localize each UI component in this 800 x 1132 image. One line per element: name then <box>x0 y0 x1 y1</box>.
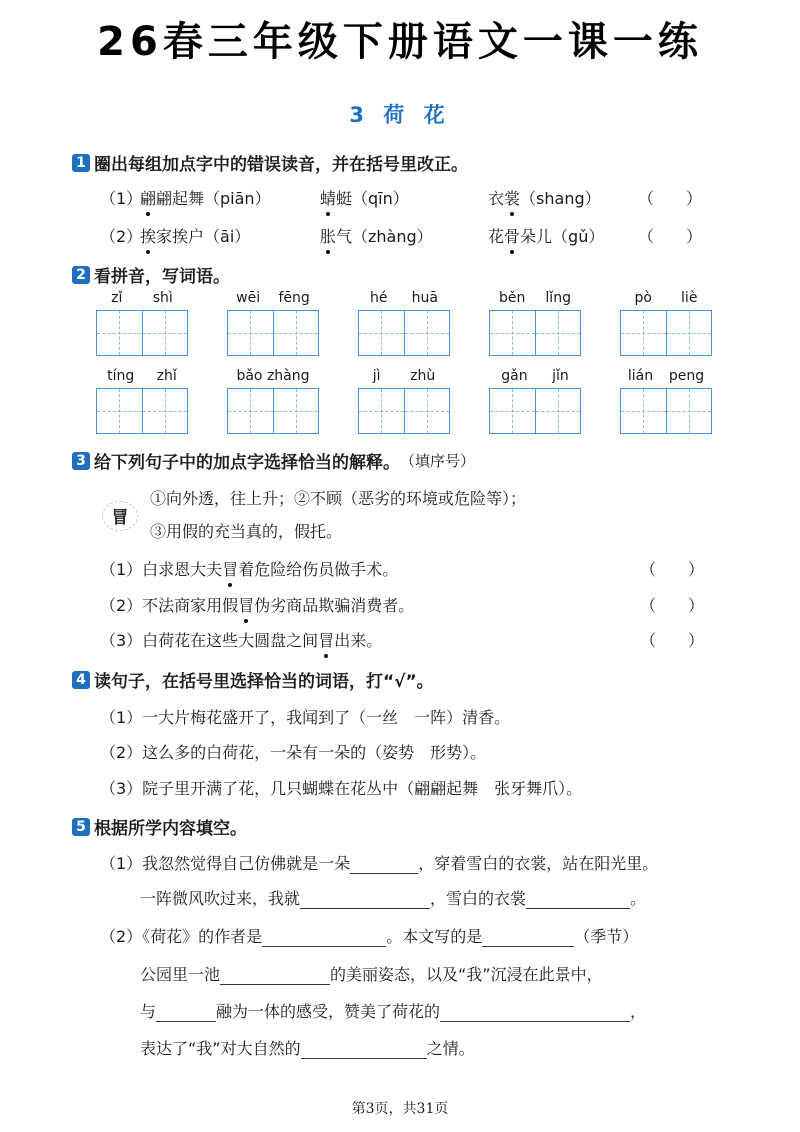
section-title: 根据所学内容填空。 <box>94 819 247 839</box>
pinyin-text: jǐn <box>552 368 569 384</box>
fill-blank[interactable] <box>350 856 418 874</box>
pinyin-text: tíng <box>107 368 135 384</box>
pinyin-group <box>489 288 581 356</box>
s5-line-5: 与 融为一体的感受，赞美了荷花的 ， <box>140 1002 647 1021</box>
definition-line: ①向外透，往上升；②不顾（恶劣的环境或危险等）； <box>150 489 527 508</box>
section-3-heading <box>72 448 475 473</box>
pinyin-group <box>96 288 188 356</box>
fill-blank[interactable] <box>300 891 430 909</box>
s1-row2-item-c: 花骨朵儿（gǔ） <box>488 224 604 247</box>
fill-blank[interactable] <box>440 1004 630 1022</box>
writing-boxes[interactable] <box>620 310 712 356</box>
s1-row2-item-b: 胀气（zhàng） <box>320 224 433 247</box>
pinyin-group <box>227 366 319 434</box>
s3-question-2: （2）不法商家用假冒伪劣商品欺骗消费者。 <box>100 593 414 616</box>
pinyin-text: fēng <box>278 290 310 306</box>
pinyin-group <box>96 366 188 434</box>
section-title: 圈出每组加点字中的错误读音，并在括号里改正。 <box>94 155 468 175</box>
fill-blank[interactable] <box>526 891 630 909</box>
section-title: 读句子，在括号里选择恰当的词语，打“√”。 <box>94 672 434 692</box>
section-number: 5 <box>72 818 90 836</box>
answer-paren[interactable]: （ ） <box>640 596 705 615</box>
pinyin-group <box>620 366 712 434</box>
section-title: 看拼音，写词语。 <box>94 267 230 287</box>
s1-row1-item-a: 翩翩起舞（piān） <box>140 186 271 209</box>
pinyin-group <box>358 366 450 434</box>
writing-boxes[interactable] <box>620 388 712 434</box>
fill-blank[interactable] <box>262 929 386 947</box>
fill-blank[interactable] <box>220 967 330 985</box>
s1-row2-item-a: 挨家挨户（āi） <box>140 224 250 247</box>
page-number: 第3页，共31页 <box>351 1101 449 1117</box>
pinyin-group <box>227 288 319 356</box>
s5-line-1: （1）我忽然觉得自己仿佛就是一朵 ，穿着雪白的衣裳，站在阳光里。 <box>100 854 659 873</box>
character-badge: 冒 <box>100 495 140 535</box>
pinyin-text: lǐng <box>545 290 571 306</box>
pinyin-text: peng <box>668 368 705 384</box>
pinyin-text: wēi <box>236 290 261 306</box>
s3-question-3: （3）白荷花在这些大圆盘之间冒出来。 <box>100 628 382 651</box>
writing-boxes[interactable] <box>489 388 581 434</box>
section-2-heading <box>72 262 230 287</box>
pinyin-text: běn <box>499 290 526 306</box>
pinyin-text: zhù <box>410 368 436 384</box>
answer-paren[interactable]: （ ） <box>640 631 705 650</box>
writing-boxes[interactable] <box>489 310 581 356</box>
pinyin-group <box>620 288 712 356</box>
pinyin-text: bǎo zhàng <box>236 368 310 384</box>
section-1-heading <box>72 150 468 175</box>
s5-line-3: （2）《荷花》的作者是 。本文写的是 （季节） <box>100 927 639 946</box>
writing-boxes[interactable] <box>358 310 450 356</box>
pinyin-text: liè <box>681 290 698 306</box>
section-5-heading <box>72 814 247 839</box>
writing-boxes[interactable] <box>227 310 319 356</box>
writing-boxes[interactable] <box>96 388 188 434</box>
s4-sentence-2: （2）这么多的白荷花，一朵有一朵的（姿势 形势）。 <box>100 743 487 762</box>
s1-row1-label: （1） <box>100 189 143 208</box>
s1-row1-item-b: 蜻蜓（qīn） <box>320 186 409 209</box>
writing-boxes[interactable] <box>227 388 319 434</box>
pinyin-group <box>358 288 450 356</box>
pinyin-text: gǎn <box>501 368 528 384</box>
s4-sentence-1: （1）一大片梅花盛开了，我闻到了（一丝 一阵）清香。 <box>100 708 511 727</box>
page-title: 26春三年级下册语文一课一练 <box>97 19 703 65</box>
pinyin-text: huā <box>411 290 438 306</box>
definition-line: ③用假的充当真的，假托。 <box>150 522 343 541</box>
s5-line-4: 公园里一池 的美丽姿态，以及“我”沉浸在此景中， <box>140 965 603 984</box>
pinyin-text: lián <box>627 368 654 384</box>
s3-question-1: （1）白求恩大夫冒着危险给伤员做手术。 <box>100 557 398 580</box>
section-note: （填序号） <box>400 452 476 470</box>
s5-line-2: 一阵微风吹过来，我就 ，雪白的衣裳 。 <box>140 889 647 908</box>
pinyin-group <box>489 366 581 434</box>
pinyin-text: shì <box>152 290 173 306</box>
pinyin-text: zǐ <box>111 290 123 306</box>
pinyin-text: hé <box>370 290 388 306</box>
section-number: 2 <box>72 266 90 284</box>
pinyin-text: pò <box>634 290 652 306</box>
s4-sentence-3: （3）院子里开满了花，几只蝴蝶在花丛中（翩翩起舞 张牙舞爪）。 <box>100 779 583 798</box>
fill-blank[interactable] <box>156 1004 216 1022</box>
answer-paren[interactable]: （ ） <box>640 560 705 579</box>
section-4-heading <box>72 667 434 692</box>
fill-blank[interactable] <box>301 1041 427 1059</box>
lesson-title: 3 荷 花 <box>349 103 451 127</box>
answer-paren[interactable]: （ ） <box>638 227 703 246</box>
section-number: 3 <box>72 452 90 470</box>
pinyin-text: jì <box>372 368 381 384</box>
section-title: 给下列句子中的加点字选择恰当的解释。 <box>94 453 400 473</box>
pinyin-text: zhǐ <box>156 368 177 384</box>
section-number: 4 <box>72 671 90 689</box>
fill-blank[interactable] <box>482 929 574 947</box>
section-number: 1 <box>72 154 90 172</box>
s1-row2-label: （2） <box>100 227 143 246</box>
writing-boxes[interactable] <box>96 310 188 356</box>
answer-paren[interactable]: （ ） <box>638 189 703 208</box>
s5-line-6: 表达了“我”对大自然的 之情。 <box>140 1039 475 1058</box>
writing-boxes[interactable] <box>358 388 450 434</box>
s1-row1-item-c: 衣裳（shang） <box>488 186 601 209</box>
